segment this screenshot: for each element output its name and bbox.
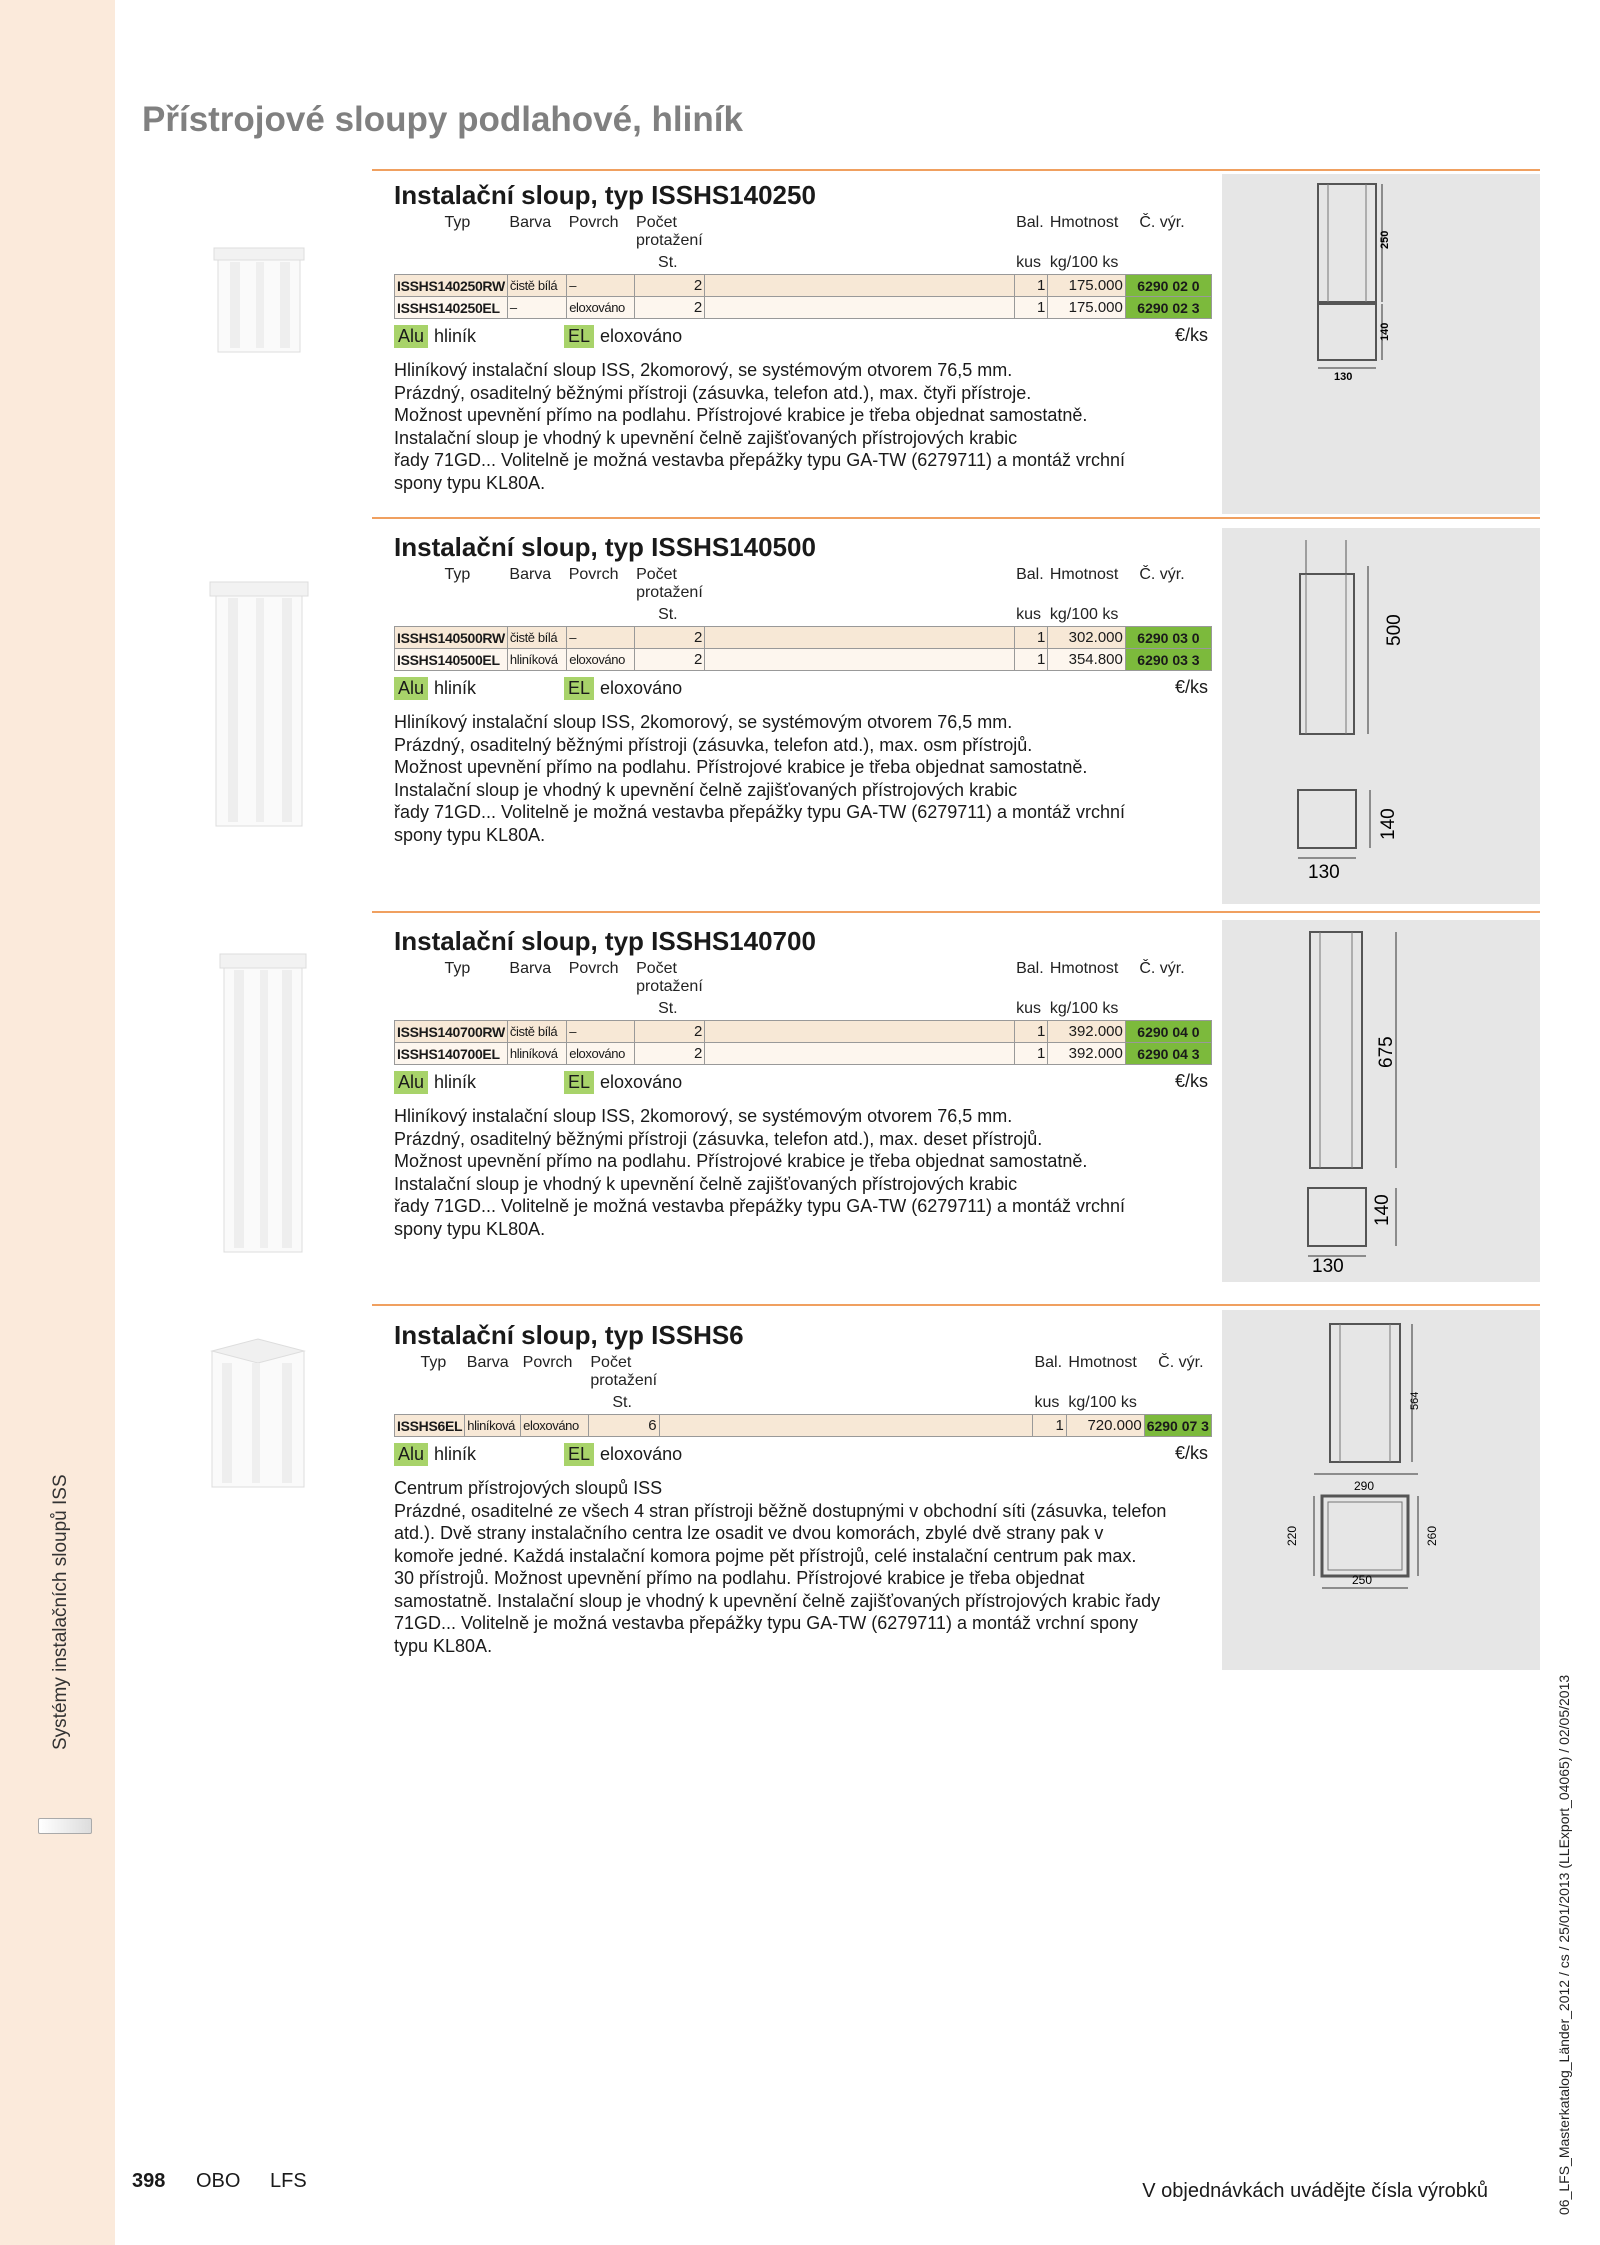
sidebar-band: [0, 0, 115, 2245]
product-code: 6290 02 3: [1125, 297, 1211, 319]
th-barva: Barva: [509, 214, 552, 231]
product-table: Typ Barva Povrch Počet protažení Bal. Hmotnost Č. výr. St. kus kg/100 ks ISSHS140700RW čistě bílá – 2 1 392.000 6290 04 0 ISSHS140700EL hliníková eloxováno 2 1 392.000 6290 04 3: [394, 958, 1212, 1065]
product-description: Hliníkový instalační sloup ISS, 2komorový, se systémovým otvorem 76,5 mm. Prázdný, osaditelný běžnými přístroji (zásuvka, telefon atd.), max. deset přístrojů. Možnost upevnění přímo na podlahu. Přístrojové krabice je třeba objednat samostatně. Instalační sloup je vhodný k upevnění čelně zajišťovaných přístrojových krabic řady 71GD... Volitelně je možná vestavba přepážky typu GA-TW (6279711) a montáž vrchní spony typu KL80A.: [394, 1106, 1126, 1239]
th-hmotnost-unit: kg/100 ks: [1049, 254, 1119, 271]
footer-note: V objednávkách uvádějte čísla výrobků: [1142, 2180, 1488, 2202]
table-row: ISSHS140500RW čistě bílá – 2 1 302.000 6290 03 0: [395, 627, 1212, 649]
product-table: [394, 212, 1212, 319]
dim-depth: 140: [1379, 322, 1391, 341]
section-divider: [372, 911, 1540, 913]
product-photo-isshs140500: [206, 580, 316, 830]
dim-depth: 140: [1372, 1194, 1393, 1226]
product-description: Centrum přístrojových sloupů ISS Prázdné, osaditelné ze všech 4 stran přístroji běžně dostupnými v obchodní síti (zásuvka, telefon atd.). Dvě strany instalačního centra lze osadit ve dvou komorách, zbylé dvě strany pak v komoře jedné. Každá instalační komora pojme pět přístrojů, celé instalační centrum pak max. 30 přístrojů. Možnost upevnění přímo na podlahu. Přístrojové krabice je třeba objednat samostatně. Instalační sloup je vhodný k upevnění čelně zajišťovaných přístrojových krabic řady 71GD... Volitelně je možná vestavba přepážky typu GA-TW (6279711) a montáž vrchní spony typu KL80A.: [394, 1478, 1167, 1656]
dim-height: 500: [1384, 614, 1405, 646]
product-section: [394, 1318, 1212, 1657]
dim-height: 564: [1409, 1391, 1421, 1410]
material-legend: Alu hliník EL eloxováno €/ks: [394, 677, 1212, 707]
table-row: ISSHS140700EL hliníková eloxováno 2 1 392.000 6290 04 3: [395, 1043, 1212, 1065]
chapter-tab-icon: [38, 1818, 92, 1834]
dimension-drawing: [1222, 528, 1540, 904]
section-divider: [372, 517, 1540, 519]
dim-inner-depth: 220: [1285, 1525, 1299, 1546]
section-title: Instalační sloup, typ ISSHS140250: [394, 180, 816, 210]
dimension-drawing: [1222, 1310, 1540, 1670]
th-typ: Typ: [444, 214, 471, 231]
dimension-drawing: [1222, 174, 1540, 514]
product-photo-isshs140700: [214, 950, 314, 1255]
material-legend: Alu hliník EL eloxováno €/ks: [394, 1071, 1212, 1101]
dim-height: 250: [1379, 230, 1391, 249]
product-table: Typ Barva Povrch Počet protažení Bal. Hmotnost Č. výr. St. kus kg/100 ks ISSHS140500RW čistě bílá – 2 1 302.000 6290 03 0 ISSHS140500EL hliníková eloxováno 2 1 354.800 6290 03 3: [394, 564, 1212, 671]
table-row: ISSHS6EL hliníková eloxováno 6 1 720.000 6290 07 3: [395, 1415, 1212, 1437]
product-code: 6290 04 0: [1125, 1021, 1211, 1043]
section-divider: [372, 169, 1540, 171]
dimension-drawing: [1222, 920, 1540, 1282]
price-unit: €/ks: [1174, 325, 1208, 345]
th-cvyr: Č. výr.: [1139, 214, 1185, 231]
dim-top-width: 290: [1354, 1479, 1375, 1493]
product-photo-isshs140250: [210, 240, 310, 355]
el-badge: EL: [564, 325, 594, 348]
product-code: 6290 02 0: [1125, 275, 1211, 297]
table-row: ISSHS140500EL hliníková eloxováno 2 1 354.800 6290 03 3: [395, 649, 1212, 671]
table-row: ISSHS140700RW čistě bílá – 2 1 392.000 6290 04 0: [395, 1021, 1212, 1043]
th-bal-unit: kus: [1016, 254, 1042, 271]
section-title: Instalační sloup, typ ISSHS6: [394, 1320, 744, 1350]
material-legend: Alu hliník EL eloxováno €/ks: [394, 325, 1212, 355]
product-section: [394, 178, 1212, 494]
dim-width: 130: [1312, 1256, 1344, 1277]
page-number: 398: [132, 2170, 166, 2192]
section-title: Instalační sloup, typ ISSHS140500: [394, 532, 816, 562]
section-title: Instalační sloup, typ ISSHS140700: [394, 926, 816, 956]
product-section: [394, 530, 1212, 846]
product-table: Typ Barva Povrch Počet protažení Bal. Hmotnost Č. výr. St. kus kg/100 ks ISSHS6EL hliníková eloxováno 6 1 720.000 6290 07 3: [394, 1352, 1212, 1437]
side-chapter-label: Systémy instalačních sloupů ISS: [50, 1474, 71, 1750]
product-description: Hliníkový instalační sloup ISS, 2komorový, se systémovým otvorem 76,5 mm. Prázdný, osaditelný běžnými přístroji (zásuvka, telefon atd.), max. osm přístrojů. Možnost upevnění přímo na podlahu. Přístrojové krabice je třeba objednat samostatně. Instalační sloup je vhodný k upevnění čelně zajišťovaných přístrojových krabic řady 71GD... Volitelně je možná vestavba přepážky typu GA-TW (6279711) a montáž vrchní spony typu KL80A.: [394, 712, 1126, 845]
th-hmotnost: Hmotnost: [1049, 214, 1119, 231]
product-section: [394, 924, 1212, 1240]
product-code: 6290 03 0: [1125, 627, 1211, 649]
product-photo-isshs6: [206, 1335, 310, 1491]
dim-width: 130: [1334, 371, 1353, 383]
dim-base-width: 250: [1352, 1573, 1373, 1587]
dim-height: 675: [1376, 1036, 1397, 1068]
product-code: 6290 07 3: [1144, 1415, 1211, 1437]
footer-brand-line: LFS: [270, 2170, 307, 2192]
product-description: Hliníkový instalační sloup ISS, 2komorový, se systémovým otvorem 76,5 mm. Prázdný, osaditelný běžnými přístroji (zásuvka, telefon atd.), max. čtyři přístroje. Možnost upevnění přímo na podlahu. Přístrojové krabice je třeba objednat samostatně. Instalační sloup je vhodný k upevnění čelně zajišťovaných přístrojových krabic řady 71GD... Volitelně je možná vestavba přepážky typu GA-TW (6279711) a montáž vrchní spony typu KL80A.: [394, 360, 1126, 493]
dim-outer-depth: 260: [1425, 1525, 1439, 1546]
dim-depth: 140: [1378, 808, 1399, 840]
material-legend: Alu hliník EL eloxováno €/ks: [394, 1443, 1212, 1473]
table-row: ISSHS140250RW čistě bílá – 2 1 175.000 6290 02 0: [395, 275, 1212, 297]
section-divider: [372, 1304, 1540, 1306]
page-title: Přístrojové sloupy podlahové, hliník: [142, 100, 743, 139]
th-bal: Bal.: [1016, 214, 1044, 231]
table-row: ISSHS140250EL – eloxováno 2 1 175.000 6290 02 3: [395, 297, 1212, 319]
alu-badge: Alu: [394, 325, 428, 348]
product-code: 6290 03 3: [1125, 649, 1211, 671]
footer-brand: OBO: [196, 2170, 241, 2192]
th-pocet-unit: St.: [658, 254, 678, 271]
th-pocet: Počet protažení: [636, 214, 703, 249]
th-povrch: Povrch: [568, 214, 619, 231]
catalog-reference: 06_LFS_Masterkatalog_Länder_2012 / cs / 25/01/2013 (LLExport_04065) / 02/05/2013: [1556, 1674, 1572, 2215]
dim-width: 130: [1308, 862, 1340, 883]
product-code: 6290 04 3: [1125, 1043, 1211, 1065]
